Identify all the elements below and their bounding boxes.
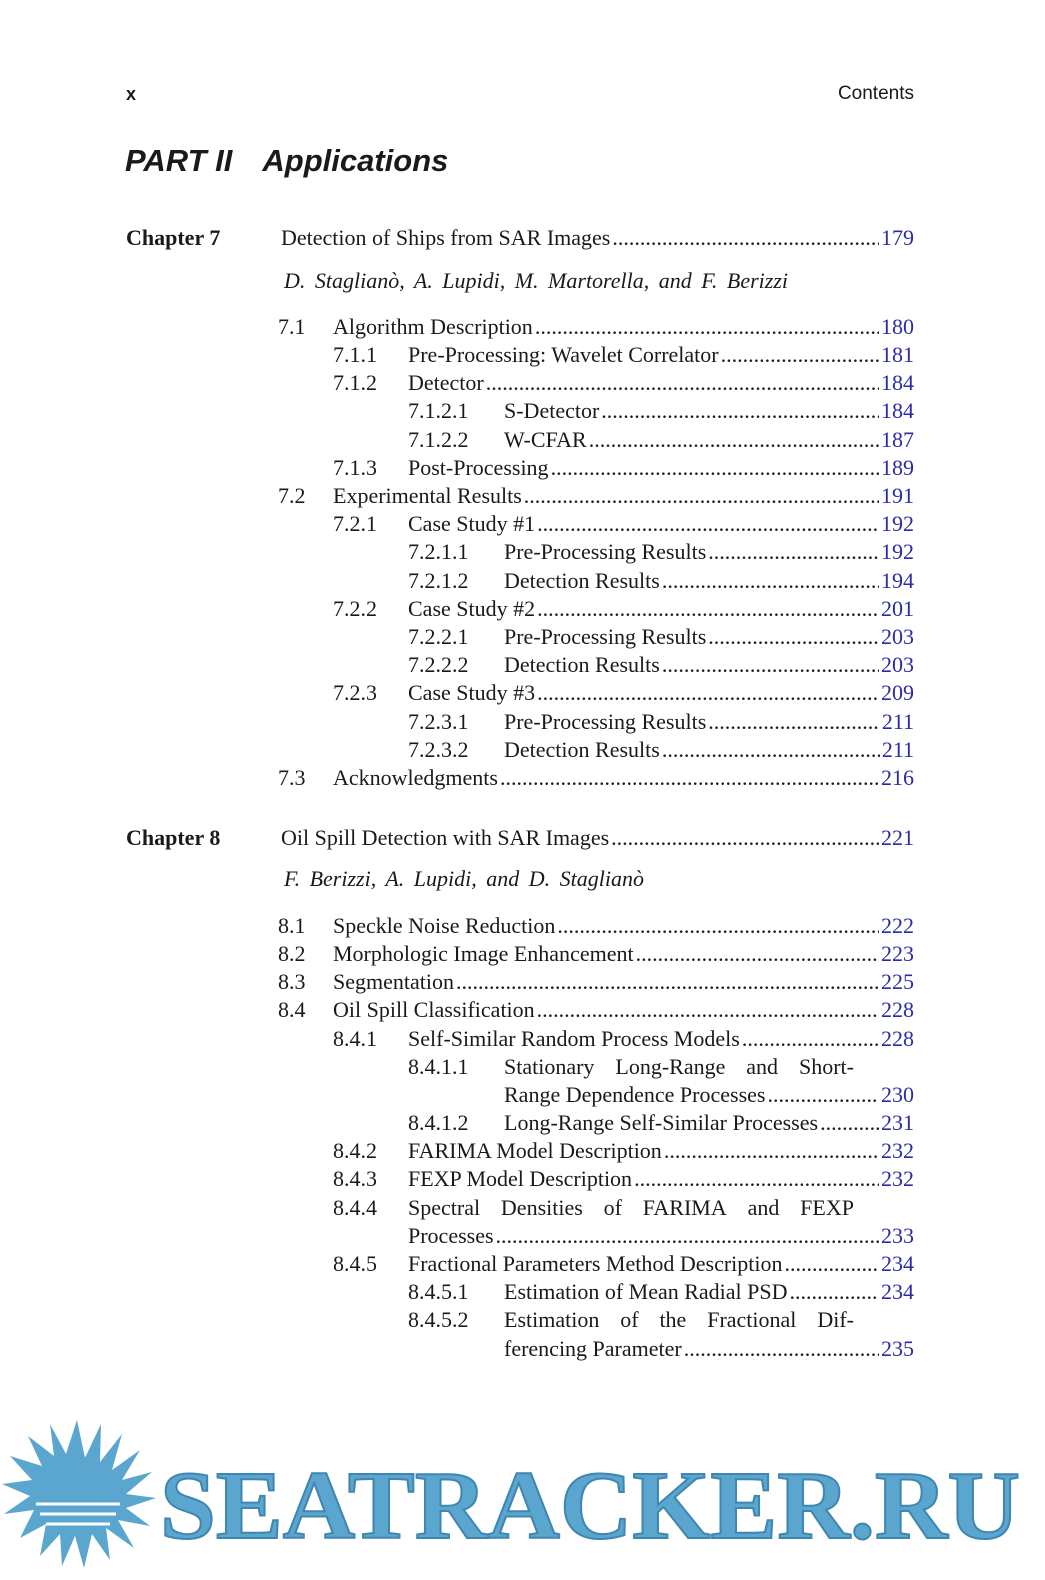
toc-entry-number: 8.2 — [278, 941, 306, 966]
toc-entry-number: 7.2.3 — [333, 680, 377, 705]
toc-entry-8-4-2[interactable] — [333, 1138, 914, 1166]
toc-entry-title: Detector — [408, 370, 484, 395]
toc-entry-number: 7.2.2.2 — [408, 652, 469, 677]
watermark-logo — [0, 1410, 1045, 1580]
toc-entry-title: Acknowledgments — [333, 765, 498, 790]
toc-entry-title: Case Study #3 — [408, 680, 536, 705]
toc-page-link[interactable]: 235 — [881, 1336, 914, 1361]
toc-entry-7-2-1-2[interactable] — [408, 568, 914, 596]
toc-entry-number: 7.1.2.2 — [408, 427, 469, 452]
toc-entry-number: 7.2.2 — [333, 596, 377, 621]
toc-page-link[interactable]: 228 — [881, 1026, 914, 1051]
toc-entry-7-2-3[interactable] — [333, 680, 914, 708]
toc-page-link[interactable]: 194 — [881, 568, 914, 593]
toc-entry-number: 8.4.1.2 — [408, 1110, 469, 1135]
toc-entry-8-1[interactable] — [278, 913, 914, 941]
toc-entry-8-4-4[interactable] — [408, 1223, 914, 1251]
toc-entry-number: 8.4.2 — [333, 1138, 377, 1163]
toc-page-link[interactable]: 203 — [881, 652, 914, 677]
toc-page-link[interactable]: 209 — [881, 680, 914, 705]
toc-page-link[interactable]: 231 — [881, 1110, 914, 1135]
toc-entry-title: Oil Spill Detection with SAR Images — [281, 825, 610, 850]
toc-entry-number: 7.1.1 — [333, 342, 377, 367]
toc-entry-8-4-1-2[interactable] — [408, 1110, 914, 1138]
page-number: x — [126, 84, 137, 104]
toc-entry-number: 7.3 — [278, 765, 306, 790]
toc-entry-title: Case Study #1 — [408, 511, 536, 536]
toc-entry-number: 7.1.3 — [333, 455, 377, 480]
toc-entry-number: 8.4.5.2 — [408, 1307, 469, 1332]
toc-entry-title: FARIMA Model Description — [408, 1138, 662, 1163]
toc-entry-title: Self-Similar Random Process Models — [408, 1026, 740, 1051]
toc-entry-7-1-2[interactable] — [333, 370, 914, 398]
toc-page-link[interactable]: 230 — [881, 1082, 914, 1107]
toc-entry-title: Long-Range Self-Similar Processes — [504, 1110, 819, 1135]
toc-entry-title: Fractional Parameters Method Description — [408, 1251, 783, 1276]
toc-entry-7-1-2-1[interactable] — [408, 398, 914, 426]
toc-entry-number: 8.4.1 — [333, 1026, 377, 1051]
toc-entry-7-2-3-2[interactable] — [408, 737, 914, 765]
toc-entry-number: 7.2.1.1 — [408, 539, 469, 564]
toc-entry-number: 7.2.1.2 — [408, 568, 469, 593]
toc-page-link[interactable]: 179 — [881, 225, 914, 250]
toc-page-link[interactable]: 232 — [881, 1138, 914, 1163]
toc-page-link[interactable]: 232 — [881, 1166, 914, 1191]
toc-entry-title-line2: ferencing Parameter — [504, 1336, 682, 1361]
toc-entry-title-line2: Processes — [408, 1223, 494, 1248]
toc-entry-title: Pre-Processing Results — [504, 624, 707, 649]
toc-entry-7-2-2-2[interactable] — [408, 652, 914, 680]
toc-entry-number: 8.4.5 — [333, 1251, 377, 1276]
toc-entry-chapter-8[interactable] — [281, 825, 914, 853]
toc-page-link[interactable]: 216 — [881, 765, 914, 790]
part-title: Applications — [262, 143, 449, 178]
sun-icon — [2, 1420, 156, 1568]
toc-entry-title: Detection Results — [504, 568, 660, 593]
toc-entry-number: 7.2.1 — [333, 511, 377, 536]
toc-page-link[interactable]: 180 — [881, 314, 914, 339]
toc-entry-title: Case Study #2 — [408, 596, 536, 621]
toc-entry-8-4-1-1[interactable] — [504, 1082, 914, 1110]
toc-page-link[interactable]: 211 — [881, 737, 914, 762]
toc-page-link[interactable]: 187 — [881, 427, 914, 452]
toc-entry-number: 7.2.2.1 — [408, 624, 469, 649]
toc-entry-number: 7.1.2 — [333, 370, 377, 395]
toc-page-link[interactable]: 225 — [881, 969, 914, 994]
toc-entry-number: 8.4.3 — [333, 1166, 377, 1191]
toc-page-link[interactable]: 192 — [881, 539, 914, 564]
toc-entry-title: Estimation of Mean Radial PSD — [504, 1279, 788, 1304]
toc-entry-7-1-2-2[interactable] — [408, 427, 914, 455]
part-heading — [125, 143, 448, 179]
toc-entry-8-4-5[interactable] — [333, 1251, 914, 1279]
toc-entry-number: 8.4.1.1 — [408, 1054, 469, 1079]
toc-entry-8-2[interactable] — [278, 941, 914, 969]
toc-page-link[interactable]: 192 — [881, 511, 914, 536]
toc-entry-title: Oil Spill Classification — [333, 997, 535, 1022]
toc-entry-7-2[interactable] — [278, 483, 914, 511]
toc-entry-title: Pre-Processing: Wavelet Correlator — [408, 342, 719, 367]
toc-page-link[interactable]: 233 — [881, 1223, 914, 1248]
toc-page-link[interactable]: 203 — [881, 624, 914, 649]
toc-entry-7-1[interactable] — [278, 314, 914, 342]
part-label: PART II — [125, 143, 233, 178]
toc-entry-8-4[interactable] — [278, 997, 914, 1025]
toc-entry-7-1-3[interactable] — [333, 455, 914, 483]
chapter-7-authors: D. Staglianò, A. Lupidi, M. Martorella, and F. Berizzi — [284, 268, 789, 293]
toc-entry-7-2-2[interactable] — [333, 596, 914, 624]
toc-entry-7-3[interactable] — [278, 765, 914, 793]
toc-entry-title: Morphologic Image Enhancement — [333, 941, 634, 966]
toc-entry-number: 8.4.5.1 — [408, 1279, 469, 1304]
toc-entry-chapter-7[interactable] — [281, 225, 914, 253]
toc-entry-title: Experimental Results — [333, 483, 522, 508]
toc-entry-title-line1: Estimation of the Fractional Dif- — [504, 1307, 854, 1332]
toc-page-link[interactable]: 228 — [881, 997, 914, 1022]
toc-page-link[interactable]: 234 — [881, 1279, 914, 1304]
toc-entry-title-line2: Range Dependence Processes — [504, 1082, 766, 1107]
toc-page-link[interactable]: 184 — [881, 370, 914, 395]
toc-entry-number: 8.1 — [278, 913, 306, 938]
toc-entry-title: Pre-Processing Results — [504, 709, 707, 734]
toc-entry-title: Detection Results — [504, 652, 660, 677]
chapter-8-label: Chapter 8 — [126, 825, 221, 850]
toc-entry-title: FEXP Model Description — [408, 1166, 633, 1191]
toc-entry-title: W-CFAR — [504, 427, 587, 452]
toc-page-link[interactable]: 184 — [881, 398, 914, 423]
toc-entry-title: Pre-Processing Results — [504, 539, 707, 564]
toc-entry-7-2-2-1[interactable] — [408, 624, 914, 652]
toc-entry-7-1-1[interactable] — [333, 342, 914, 370]
toc-entry-8-4-1[interactable] — [333, 1026, 914, 1054]
toc-entry-number: 7.2 — [278, 483, 306, 508]
toc-entry-title: Algorithm Description — [333, 314, 533, 339]
toc-entry-number: 7.2.3.1 — [408, 709, 469, 734]
toc-entry-title-line1: Spectral Densities of FARIMA and FEXP — [408, 1195, 854, 1220]
toc-entry-number: 7.2.3.2 — [408, 737, 469, 762]
toc-entry-number: 7.1 — [278, 314, 306, 339]
toc-entry-8-4-5-2[interactable] — [504, 1336, 914, 1364]
toc-entry-number: 7.1.2.1 — [408, 398, 469, 423]
toc-entry-title: Speckle Noise Reduction — [333, 913, 556, 938]
toc-entry-title: Segmentation — [333, 969, 454, 994]
toc-entry-number: 8.4 — [278, 997, 306, 1022]
toc-page-link[interactable]: 201 — [881, 596, 914, 621]
running-head-title: Contents — [837, 83, 914, 104]
toc-page-link[interactable]: 181 — [881, 342, 914, 367]
chapter-8-authors: F. Berizzi, A. Lupidi, and D. Staglianò — [284, 866, 644, 891]
toc-page-link[interactable]: 234 — [881, 1251, 914, 1276]
toc-entry-8-3[interactable] — [278, 969, 914, 997]
toc-page-link[interactable]: 221 — [881, 825, 914, 850]
toc-page-link[interactable]: 189 — [881, 455, 914, 480]
toc-page-link[interactable]: 211 — [881, 709, 914, 734]
toc-entry-7-2-1[interactable] — [333, 511, 914, 539]
toc-page-link[interactable]: 222 — [881, 913, 914, 938]
toc-entry-8-4-3[interactable] — [333, 1166, 914, 1194]
toc-entry-number: 8.3 — [278, 969, 306, 994]
toc-entry-number: 8.4.4 — [333, 1195, 377, 1220]
toc-page-link[interactable]: 191 — [881, 483, 914, 508]
toc-entry-title: Detection Results — [504, 737, 660, 762]
chapter-7-label: Chapter 7 — [126, 225, 221, 250]
toc-page-link[interactable]: 223 — [881, 941, 914, 966]
toc-entry-8-4-5-1[interactable] — [408, 1279, 914, 1307]
toc-entry-title-line1: Stationary Long-Range and Short- — [504, 1054, 854, 1079]
toc-entry-title: S-Detector — [504, 398, 600, 423]
toc-entry-title: Post-Processing — [408, 455, 549, 480]
toc-entry-7-2-3-1[interactable] — [408, 709, 914, 737]
toc-entry-title: Detection of Ships from SAR Images — [281, 225, 611, 250]
toc-entry-7-2-1-1[interactable] — [408, 539, 914, 567]
watermark-text: SEATRACKER.RU — [160, 1452, 1020, 1560]
